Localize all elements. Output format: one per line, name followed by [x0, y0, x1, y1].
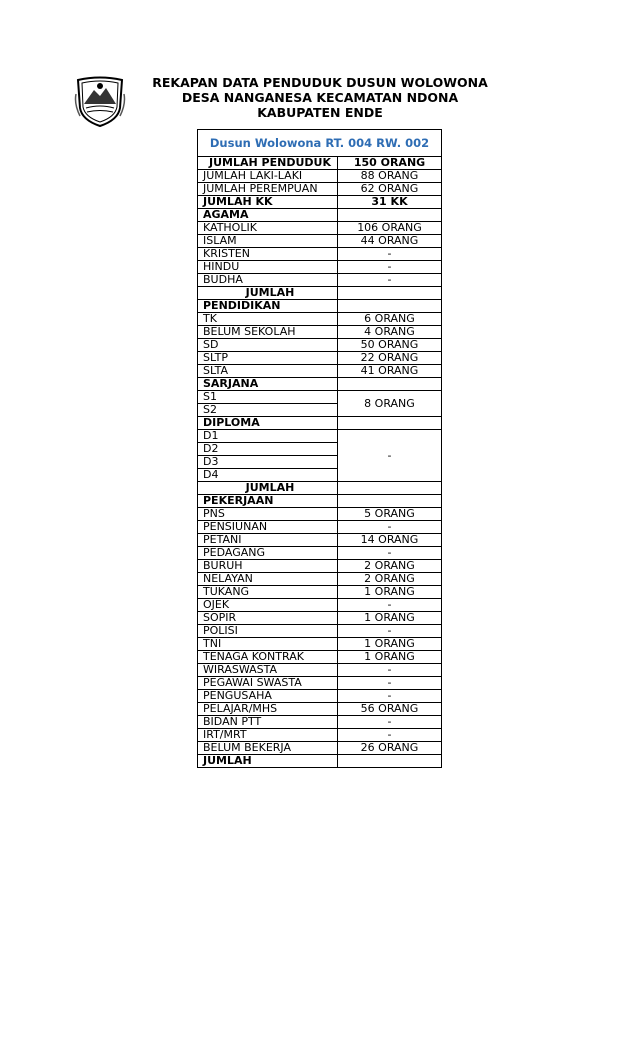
table-row: [198, 742, 442, 755]
table-row: [198, 573, 442, 586]
table-row: [198, 716, 442, 729]
row-label: SLTP: [198, 352, 338, 365]
row-label: WIRASWASTA: [198, 664, 338, 677]
row-value: 4 ORANG: [338, 326, 442, 339]
row-value: 8 ORANG: [338, 391, 442, 417]
row-value: 31 KK: [338, 196, 442, 209]
table-row: [198, 430, 442, 443]
row-value: 106 ORANG: [338, 222, 442, 235]
table-row: [198, 235, 442, 248]
section-label: DIPLOMA: [198, 417, 338, 430]
section-row: [198, 417, 442, 430]
section-row: [198, 378, 442, 391]
section-row: [198, 300, 442, 313]
row-label: KATHOLIK: [198, 222, 338, 235]
heading-line-1: REKAPAN DATA PENDUDUK DUSUN WOLOWONA: [152, 75, 488, 90]
row-label: PENSIUNAN: [198, 521, 338, 534]
row-label: JUMLAH PENDUDUK: [198, 157, 338, 170]
total-label: JUMLAH: [198, 287, 338, 300]
row-value: -: [338, 677, 442, 690]
row-value: -: [338, 625, 442, 638]
row-value: -: [338, 547, 442, 560]
row-label: S2: [198, 404, 338, 417]
table-row: [198, 625, 442, 638]
row-value: 1 ORANG: [338, 586, 442, 599]
row-value: 2 ORANG: [338, 573, 442, 586]
total-label: JUMLAH: [198, 755, 338, 768]
section-row: [198, 209, 442, 222]
row-value: 1 ORANG: [338, 612, 442, 625]
table-row: [198, 547, 442, 560]
table-title: Dusun Wolowona RT. 004 RW. 002: [198, 130, 442, 157]
row-value: -: [338, 599, 442, 612]
row-value: 56 ORANG: [338, 703, 442, 716]
row-label: PETANI: [198, 534, 338, 547]
row-value: 1 ORANG: [338, 638, 442, 651]
total-row: [198, 482, 442, 495]
table-row: [198, 196, 442, 209]
table-row: [198, 599, 442, 612]
row-value: 26 ORANG: [338, 742, 442, 755]
row-value: 5 ORANG: [338, 508, 442, 521]
table-row: [198, 664, 442, 677]
row-value: 50 ORANG: [338, 339, 442, 352]
row-label: D1: [198, 430, 338, 443]
row-label: TENAGA KONTRAK: [198, 651, 338, 664]
total-row: [198, 287, 442, 300]
row-label: S1: [198, 391, 338, 404]
row-label: NELAYAN: [198, 573, 338, 586]
row-value: -: [338, 274, 442, 287]
row-label: PNS: [198, 508, 338, 521]
row-label: JUMLAH LAKI-LAKI: [198, 170, 338, 183]
row-label: ISLAM: [198, 235, 338, 248]
table-row: [198, 326, 442, 339]
row-value: -: [338, 430, 442, 482]
row-label: IRT/MRT: [198, 729, 338, 742]
table-row: [198, 313, 442, 326]
row-value: 6 ORANG: [338, 313, 442, 326]
row-value: -: [338, 521, 442, 534]
row-label: BELUM SEKOLAH: [198, 326, 338, 339]
row-label: TK: [198, 313, 338, 326]
row-label: BIDAN PTT: [198, 716, 338, 729]
section-label: PEKERJAAN: [198, 495, 338, 508]
row-label: JUMLAH KK: [198, 196, 338, 209]
total-label: JUMLAH: [198, 482, 338, 495]
table-row: [198, 248, 442, 261]
row-value: 150 ORANG: [338, 157, 442, 170]
table-row: [198, 157, 442, 170]
row-label: PEDAGANG: [198, 547, 338, 560]
table-row: [198, 508, 442, 521]
row-value: 44 ORANG: [338, 235, 442, 248]
row-value: 88 ORANG: [338, 170, 442, 183]
row-label: PEGAWAI SWASTA: [198, 677, 338, 690]
kabupaten-ende-emblem-icon: [74, 74, 126, 128]
table-row: [198, 352, 442, 365]
row-label: PELAJAR/MHS: [198, 703, 338, 716]
row-label: SOPIR: [198, 612, 338, 625]
table-row: [198, 183, 442, 196]
table-row: [198, 690, 442, 703]
section-label: PENDIDIKAN: [198, 300, 338, 313]
table-row: [198, 729, 442, 742]
table-row: [198, 586, 442, 599]
row-label: HINDU: [198, 261, 338, 274]
table-row: [198, 274, 442, 287]
row-value: 62 ORANG: [338, 183, 442, 196]
row-label: BUDHA: [198, 274, 338, 287]
table-row: [198, 703, 442, 716]
row-label: POLISI: [198, 625, 338, 638]
row-value: 41 ORANG: [338, 365, 442, 378]
table-row: [198, 170, 442, 183]
table-row: [198, 222, 442, 235]
population-table: [197, 129, 442, 768]
table-row: [198, 651, 442, 664]
row-label: SD: [198, 339, 338, 352]
section-label: SARJANA: [198, 378, 338, 391]
table-row: [198, 560, 442, 573]
row-value: 22 ORANG: [338, 352, 442, 365]
row-label: OJEK: [198, 599, 338, 612]
table-row: [198, 339, 442, 352]
row-label: TNI: [198, 638, 338, 651]
row-label: BURUH: [198, 560, 338, 573]
row-value: -: [338, 729, 442, 742]
row-label: D3: [198, 456, 338, 469]
total-row: [198, 755, 442, 768]
section-row: [198, 495, 442, 508]
row-label: JUMLAH PEREMPUAN: [198, 183, 338, 196]
heading-line-2: DESA NANGANESA KECAMATAN NDONA: [181, 90, 459, 105]
row-label: TUKANG: [198, 586, 338, 599]
row-value: -: [338, 716, 442, 729]
section-label: AGAMA: [198, 209, 338, 222]
table-row: [198, 521, 442, 534]
table-row: [198, 638, 442, 651]
document-heading: [150, 75, 490, 120]
table-row: [198, 677, 442, 690]
row-label: BELUM BEKERJA: [198, 742, 338, 755]
row-value: 14 ORANG: [338, 534, 442, 547]
row-label: D2: [198, 443, 338, 456]
table-row: [198, 261, 442, 274]
row-value: -: [338, 261, 442, 274]
row-value: -: [338, 248, 442, 261]
heading-line-3: KABUPATEN ENDE: [257, 105, 383, 120]
table-row: [198, 612, 442, 625]
row-label: KRISTEN: [198, 248, 338, 261]
table-row: [198, 365, 442, 378]
row-value: 1 ORANG: [338, 651, 442, 664]
table-row: [198, 391, 442, 404]
table-title-row: [198, 130, 442, 157]
row-value: -: [338, 664, 442, 677]
row-label: D4: [198, 469, 338, 482]
row-label: PENGUSAHA: [198, 690, 338, 703]
row-label: SLTA: [198, 365, 338, 378]
row-value: -: [338, 690, 442, 703]
row-value: 2 ORANG: [338, 560, 442, 573]
table-row: [198, 534, 442, 547]
